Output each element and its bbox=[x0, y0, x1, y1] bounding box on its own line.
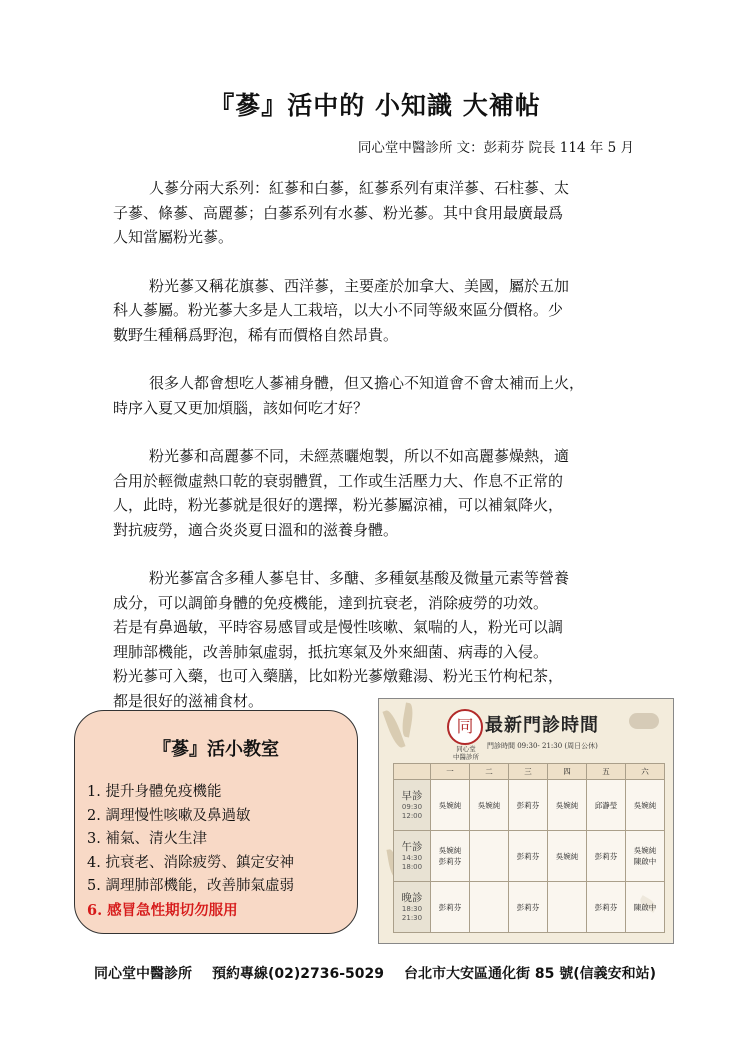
article-paragraph bbox=[113, 274, 643, 348]
paragraph-line: 合用於輕微虛熱口乾的衰弱體質，工作或生活壓力大、作息不正常的 bbox=[113, 471, 564, 490]
paragraph-line: 很多人都會想吃人蔘補身體，但又擔心不知道會不會太補而上火， bbox=[149, 374, 585, 392]
schedule-cell: 邱瀞瑩 bbox=[587, 780, 626, 831]
wheat-decoration-icon bbox=[400, 702, 415, 737]
schedule-day-header: 一 bbox=[431, 764, 470, 780]
classroom-item: 1. 提升身體免疫機能 bbox=[87, 784, 222, 800]
jar-decoration-icon bbox=[629, 713, 659, 729]
schedule-slot bbox=[394, 780, 431, 831]
footer-phone: 預約專線(02)2736-5029 bbox=[211, 966, 384, 982]
classroom-item: 5. 調理肺部機能，改善肺氣虛弱 bbox=[87, 878, 294, 894]
classroom-box bbox=[74, 710, 358, 934]
classroom-title: 『蔘』活小教室 bbox=[153, 739, 279, 760]
slot-end: 12:00 bbox=[401, 811, 423, 820]
slot-name: 晚診 bbox=[401, 891, 423, 904]
paragraph-line: 數野生種稱爲野泡，稀有而價格自然昂貴。 bbox=[113, 325, 399, 344]
clinic-logo-icon: 同 bbox=[447, 709, 483, 745]
paragraph-line: 粉光蔘和高麗蔘不同，未經蒸曬炮製，所以不如高麗蔘燥熱，適 bbox=[149, 447, 570, 465]
paragraph-line: 都是很好的滋補食材。 bbox=[113, 691, 264, 710]
schedule-cell: 彭莉芬 bbox=[509, 831, 548, 882]
paragraph-line: 科人蔘屬。粉光蔘大多是人工栽培，以大小不同等級來區分價格。少 bbox=[113, 301, 564, 319]
schedule-subtitle: 門診時間 09:30- 21:30 (周日公休) bbox=[487, 742, 598, 750]
classroom-item: 4. 抗衰老、消除疲勞、鎮定安神 bbox=[87, 854, 294, 871]
paragraph-line: 若是有鼻過敏，平時容易感冒或是慢性咳嗽、氣喘的人，粉光可以調 bbox=[113, 618, 564, 636]
schedule-cell bbox=[470, 882, 509, 933]
paragraph-line: 粉光蔘又稱花旗蔘、西洋蔘，主要產於加拿大、美國，屬於五加 bbox=[149, 276, 570, 295]
schedule-cell: 吳婉純 bbox=[626, 780, 665, 831]
classroom-item: 3. 補氣、清火生津 bbox=[87, 831, 207, 847]
paragraph-line: 人知當屬粉光蔘。 bbox=[113, 228, 234, 246]
schedule-table bbox=[393, 763, 665, 933]
paragraph-line: 成分，可以調節身體的免疫機能，達到抗衰老，消除疲勞的功效。 bbox=[113, 593, 549, 612]
schedule-slot bbox=[394, 882, 431, 933]
paragraph-line: 對抗疲勞，適合炎炎夏日溫和的滋養身體。 bbox=[113, 520, 399, 539]
classroom-item: 6. 感冒急性期切勿服用 bbox=[87, 901, 238, 919]
author-line: 同心堂中醫診所 文：彭莉芬 院長 114 年 5 月 bbox=[357, 140, 634, 156]
slot-start: 18:30 bbox=[401, 904, 423, 913]
schedule-day-header: 六 bbox=[626, 764, 665, 780]
schedule-day-header: 四 bbox=[548, 764, 587, 780]
article-body bbox=[113, 176, 643, 737]
classroom-list bbox=[87, 781, 294, 922]
clinic-logo-text: 同心堂 中醫診所 bbox=[453, 745, 479, 761]
paragraph-line: 粉光蔘富含多種人蔘皂甘、多醣、多種氨基酸及微量元素等營養 bbox=[149, 569, 570, 587]
slot-name: 早診 bbox=[401, 789, 423, 802]
schedule-cell bbox=[548, 882, 587, 933]
schedule-cell: 吳婉純 bbox=[470, 780, 509, 831]
paragraph-line: 人，此時，粉光蔘就是很好的選擇，粉光蔘屬涼補，可以補氣降火， bbox=[113, 496, 564, 514]
slot-start: 09:30 bbox=[401, 802, 423, 811]
schedule-cell: 彭莉芬 bbox=[509, 882, 548, 933]
paragraph-line: 理肺部機能，改善肺氣虛弱，抵抗寒氣及外來細菌、病毒的入侵。 bbox=[113, 642, 549, 661]
article-paragraph bbox=[113, 444, 643, 542]
article-paragraph bbox=[113, 566, 643, 713]
paragraph-line: 粉光蔘可入藥，也可入藥膳，比如粉光蔘燉雞湯、粉光玉竹枸杞茶， bbox=[113, 667, 564, 685]
slot-name: 午診 bbox=[401, 840, 423, 853]
schedule-cell: 彭莉芬 bbox=[587, 831, 626, 882]
footer bbox=[0, 963, 750, 983]
page-title: 『蔘』活中的 小知識 大補帖 bbox=[209, 91, 541, 120]
schedule-cell: 彭莉芬 bbox=[587, 882, 626, 933]
schedule-cell: 吳婉純 彭莉芬 bbox=[431, 831, 470, 882]
schedule-cell bbox=[470, 831, 509, 882]
schedule-cell: 彭莉芬 bbox=[509, 780, 548, 831]
schedule-corner bbox=[394, 764, 431, 780]
schedule-slot bbox=[394, 831, 431, 882]
schedule-row bbox=[394, 831, 665, 882]
schedule-cell: 陳啟中 bbox=[626, 882, 665, 933]
schedule-title: 最新門診時間 bbox=[485, 715, 599, 736]
schedule-row bbox=[394, 882, 665, 933]
schedule-day-header: 二 bbox=[470, 764, 509, 780]
schedule-cell: 吳婉純 陳啟中 bbox=[626, 831, 665, 882]
slot-start: 14:30 bbox=[401, 853, 423, 862]
paragraph-line: 人蔘分兩大系列：紅蔘和白蔘，紅蔘系列有東洋蔘、石柱蔘、太 bbox=[149, 179, 570, 197]
slot-end: 21:30 bbox=[401, 913, 423, 922]
schedule-cell: 吳婉純 bbox=[548, 780, 587, 831]
footer-address: 台北市大安區通化街 85 號(信義安和站) bbox=[404, 966, 657, 982]
article-paragraph bbox=[113, 176, 643, 250]
schedule-row bbox=[394, 780, 665, 831]
schedule-cell: 吳婉純 bbox=[548, 831, 587, 882]
schedule-cell: 吳婉純 bbox=[431, 780, 470, 831]
footer-clinic: 同心堂中醫診所 bbox=[93, 966, 192, 982]
clinic-schedule-card bbox=[378, 698, 674, 944]
article-paragraph bbox=[113, 371, 643, 420]
schedule-day-header: 三 bbox=[509, 764, 548, 780]
schedule-cell: 彭莉芬 bbox=[431, 882, 470, 933]
paragraph-line: 時序入夏又更加煩腦，該如何吃才好？ bbox=[113, 398, 369, 417]
slot-end: 18:00 bbox=[401, 862, 423, 871]
classroom-item: 2. 調理慢性咳嗽及鼻過敏 bbox=[87, 807, 251, 824]
schedule-day-header: 五 bbox=[587, 764, 626, 780]
paragraph-line: 子蔘、條蔘、高麗蔘；白蔘系列有水蔘、粉光蔘。其中食用最廣最爲 bbox=[113, 203, 564, 222]
